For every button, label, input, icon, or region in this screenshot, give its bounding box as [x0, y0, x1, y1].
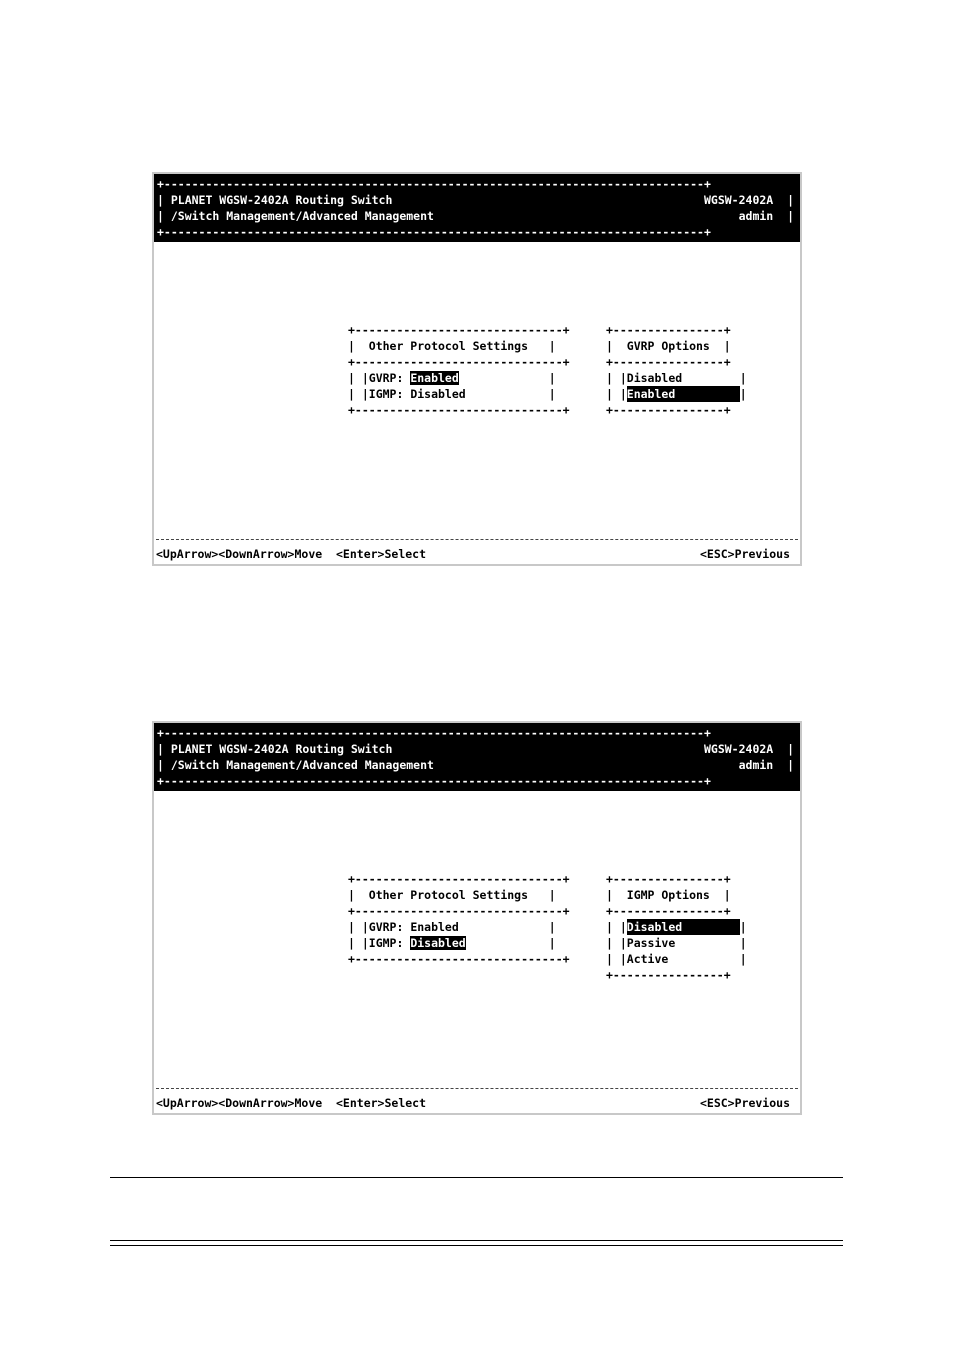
key-help-escape[interactable]: <ESC>Previous	[699, 1096, 790, 1110]
gvrp-setting-value[interactable]: Enabled	[410, 371, 459, 385]
key-help-navigation: <UpArrow><DownArrow>Move <Enter>Select	[156, 547, 427, 561]
terminal-header	[154, 723, 800, 791]
header-device-name: WGSW-2402A |	[703, 742, 794, 756]
header-breadcrumb-path: | /Switch Management/Advanced Management	[157, 209, 434, 223]
terminal-screen-gvrp	[152, 172, 802, 566]
header-user: admin |	[738, 758, 794, 772]
header-text: +------------------------------------------------------------------------------+ | PLANET WGSW-2402A Routing Switch | /Switch Management/Advanced Management +------------------------------------------------------------------------------+	[157, 177, 711, 239]
other-protocol-settings-panel: +------------------------------+ | Other Protocol Settings | +------------------------------+ | |GVRP: Enabled | | |IGMP: Disabled | +------------------------------+	[348, 323, 570, 417]
option-disabled[interactable]: Disabled	[626, 371, 683, 385]
option-enabled[interactable]: Enabled	[627, 386, 740, 402]
igmp-setting-value[interactable]: Disabled	[410, 387, 466, 401]
page-divider-top	[110, 1177, 843, 1178]
option-passive[interactable]: Passive	[626, 936, 676, 950]
gvrp-options-panel: +----------------+ | GVRP Options | +----------------+ | |Disabled | | |Enabled | +----------------+	[606, 323, 747, 417]
header-device-name: WGSW-2402A |	[703, 193, 794, 207]
igmp-setting-value[interactable]: Disabled	[410, 936, 466, 950]
options-title: | GVRP Options |	[606, 339, 731, 353]
terminal-header	[154, 174, 800, 242]
header-right	[704, 741, 794, 773]
key-help-bar	[156, 546, 796, 562]
page-divider-bottom-1	[110, 1240, 843, 1241]
options-title: | IGMP Options |	[606, 888, 731, 902]
header-product-title: | PLANET WGSW-2402A Routing Switch	[157, 193, 393, 207]
gvrp-setting-value[interactable]: Enabled	[410, 920, 459, 934]
key-help-navigation: <UpArrow><DownArrow>Move <Enter>Select	[156, 1096, 427, 1110]
header-product-title: | PLANET WGSW-2402A Routing Switch	[157, 742, 393, 756]
key-help-bar	[156, 1095, 796, 1111]
header-text: +------------------------------------------------------------------------------+ | PLANET WGSW-2402A Routing Switch | /Switch Management/Advanced Management +------------------------------------------------------------------------------+	[157, 726, 711, 788]
other-protocol-settings-panel: +------------------------------+ | Other Protocol Settings | +------------------------------+ | |GVRP: Enabled | | |IGMP: Disabled | +------------------------------+	[348, 872, 570, 966]
footer-divider	[156, 1088, 798, 1089]
panel-title: | Other Protocol Settings |	[348, 339, 556, 353]
terminal-screen-igmp	[152, 721, 802, 1115]
key-help-escape[interactable]: <ESC>Previous	[699, 547, 790, 561]
option-active[interactable]: Active	[626, 952, 669, 966]
footer-divider	[156, 539, 798, 540]
header-breadcrumb-path: | /Switch Management/Advanced Management	[157, 758, 434, 772]
igmp-options-panel: +----------------+ | IGMP Options | +----------------+ | |Disabled | | |Passive | | |Active | +----------------+	[606, 872, 747, 982]
page-divider-bottom-2	[110, 1245, 843, 1246]
header-right	[704, 192, 794, 224]
header-user: admin |	[738, 209, 794, 223]
option-disabled[interactable]: Disabled	[627, 919, 740, 935]
panel-title: | Other Protocol Settings |	[348, 888, 556, 902]
